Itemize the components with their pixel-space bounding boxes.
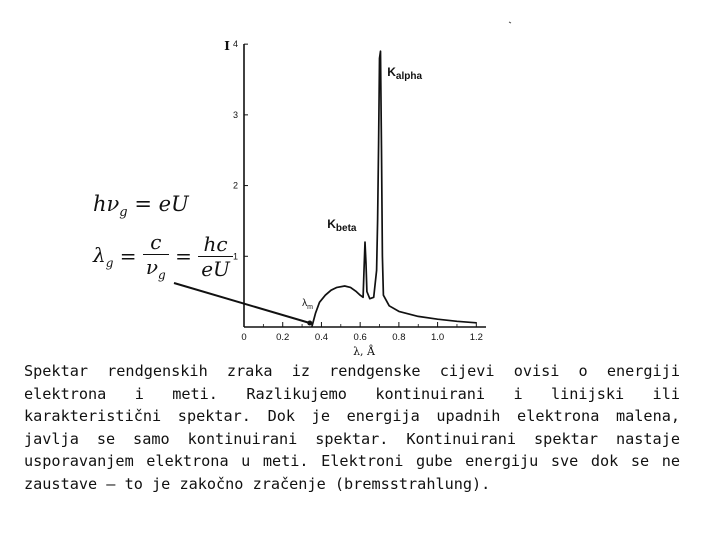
lambda-min-label-subscript: m [307, 303, 313, 311]
formula-photon-energy [93, 192, 189, 220]
y-tick-label: 1 [232, 251, 238, 262]
fraction-1-denominator [143, 255, 169, 282]
x-axis-label: λ, Å [353, 345, 375, 358]
lambda-min-label: $\lambda_m$ [302, 297, 313, 311]
caption-text: Spektar rendgenskih zraka iz rendgenske cijevi ovisi o energiji elektrona i meti. Razlikujemo kontinuirani i linijski ili karakteristični spektar. Dok je energija upadnih elektrona malena, javlja se samo kontinuirani spektar. Kontinuirani spektar nastaje usporavanjem elektrona u meti. Elektroni gube energiju sve dok se ne zaustave – to je zakočno zračenje (bremsstrahlung). [24, 362, 680, 493]
formula-2-fraction-hc-over-eu [198, 232, 233, 281]
y-tick-label: 3 [232, 109, 238, 120]
k-beta-label: $K_{beta}$ [327, 217, 357, 234]
x-tick-label: 0.2 [276, 332, 290, 343]
formula-2-subscript: g [105, 255, 114, 270]
formula-1-rhs: = eU [134, 192, 189, 216]
pointer-line [174, 283, 310, 323]
pointer-dot [307, 321, 312, 326]
fraction-1-numerator: c [143, 230, 169, 255]
k-alpha-label: $K_{alpha}$ [387, 64, 423, 82]
formula-wavelength [93, 230, 233, 282]
fraction-1-den-subscript: g [158, 268, 166, 282]
x-tick-label: 0.4 [314, 332, 329, 343]
y-tick-label: 4 [232, 39, 238, 50]
formula-1-lhs: hν [93, 192, 120, 216]
formula-2-lhs: λ [93, 242, 106, 267]
scan-speck [509, 22, 511, 23]
formula-2-equals: = [119, 244, 137, 268]
x-tick-label: 0.8 [392, 332, 406, 343]
y-axis-label: I [224, 39, 230, 53]
k-beta-label-subscript: beta [335, 223, 357, 234]
y-tick-label: 2 [232, 180, 238, 191]
formula-1-subscript: g [119, 205, 128, 221]
x-tick-label: 0 [241, 332, 247, 343]
formula-2-fraction-c-over-nu [143, 230, 169, 282]
formula-2-equals-2: = [175, 244, 192, 268]
x-tick-label: 1.0 [430, 332, 445, 343]
k-alpha-label-subscript: alpha [395, 70, 423, 82]
fraction-2-denominator: eU [201, 256, 230, 281]
fraction-1-den-symbol: ν [145, 255, 159, 279]
x-tick-label: 1.2 [469, 332, 483, 343]
fraction-2-numerator: hc [198, 232, 233, 257]
spectrum-line [312, 51, 477, 327]
x-tick-label: 0.6 [353, 332, 367, 343]
